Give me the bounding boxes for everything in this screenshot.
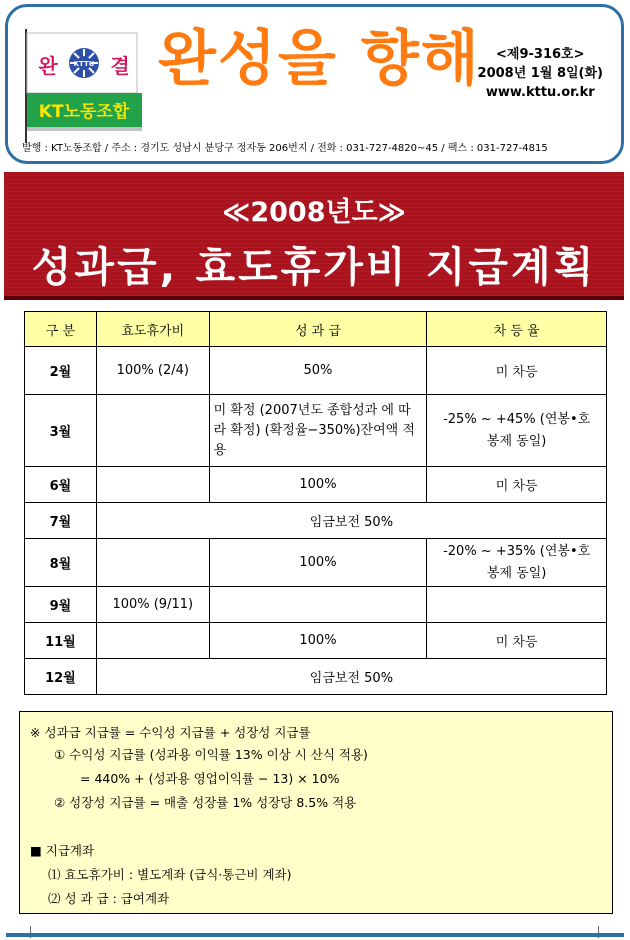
banner-year: ≪2008년도≫: [222, 197, 406, 228]
newsletter-title: 완성을 향해: [158, 24, 481, 94]
cell-hyodo: [96, 539, 209, 587]
note-item1: ① 수익성 지급률 (성과용 이익률 13% 이상 시 산식 적용): [54, 747, 368, 762]
flag-text-right: 결: [110, 54, 130, 78]
publisher-info: 발행 : KT노동조합 / 주소 : 경기도 성남시 분당구 정자동 206번지 / 전화 : 031-727-4820~45 / 팩스 : 031-727-4815: [22, 143, 548, 154]
cell-hyodo: [96, 623, 209, 659]
table-row: [25, 539, 607, 587]
flag-band-text: KT노동조합: [38, 102, 130, 122]
cell-month: 8월: [25, 539, 97, 587]
table-row: [25, 587, 607, 623]
cell-month: 3월: [25, 395, 97, 467]
cell-month: 12월: [25, 659, 97, 695]
masthead: [5, 4, 624, 164]
cell-rate: -25% ~ +45% (연봉•호봉제 동일): [427, 395, 607, 467]
cell-hyodo: [96, 395, 209, 467]
cell-bonus-merged: 임금보전 50%: [96, 659, 606, 695]
table-row: [25, 395, 607, 467]
cell-rate: [427, 587, 607, 623]
banner-headline: 성과급, 효도휴가비 지급계획: [31, 243, 597, 291]
cell-hyodo: 100% (9/11): [96, 587, 209, 623]
cell-bonus: 50%: [209, 347, 427, 395]
bottom-rule: [6, 933, 624, 937]
cell-bonus: 100%: [209, 623, 427, 659]
union-flag-logo: [20, 27, 148, 145]
table-row: [25, 503, 607, 539]
cell-rate: 미 차등: [427, 467, 607, 503]
cell-bonus-merged: 임금보전 50%: [96, 503, 606, 539]
cell-month: 11월: [25, 623, 97, 659]
cell-hyodo: 100% (2/4): [96, 347, 209, 395]
cell-rate: 미 차등: [427, 623, 607, 659]
headline-banner: [4, 172, 624, 300]
note-item1-calc: = 440% + (성과용 영업이익률 − 13) × 10%: [80, 771, 340, 786]
header-bonus: 성 과 급: [209, 312, 427, 347]
cell-month: 9월: [25, 587, 97, 623]
table-header-row: [25, 312, 607, 347]
notes-box: [19, 711, 613, 914]
table-row: [25, 467, 607, 503]
website-link[interactable]: www.kttu.or.kr: [485, 85, 595, 100]
issue-date: 2008년 1월 8일(화): [477, 66, 603, 81]
cell-bonus: 100%: [209, 467, 427, 503]
flag-text-left: 완: [38, 54, 58, 78]
cell-month: 7월: [25, 503, 97, 539]
issue-number: <제9-316호>: [496, 47, 585, 62]
note-account2: ⑵ 성 과 급 : 급여계좌: [48, 891, 170, 906]
note-account1: ⑴ 효도휴가비 : 별도계좌 (급식·통근비 계좌): [48, 867, 292, 882]
cell-month: 6월: [25, 467, 97, 503]
header-category: 구 분: [25, 312, 97, 347]
header-hyodo: 효도휴가비: [96, 312, 209, 347]
payment-plan-table: [24, 311, 607, 695]
flag-badge: KTTU: [73, 60, 95, 68]
cell-bonus: 미 확정 (2007년도 종합성과 에 따라 확정) (확정율−350%)잔여액 적용: [209, 395, 427, 467]
table-row: [25, 623, 607, 659]
note-formula: ※ 성과급 지급률 = 수익성 지급률 + 성장성 지급률: [30, 725, 311, 740]
table-row: [25, 659, 607, 695]
cell-rate: 미 차등: [427, 347, 607, 395]
issue-info: [478, 45, 603, 102]
table-row: [25, 347, 607, 395]
cell-hyodo: [96, 467, 209, 503]
cell-bonus: [209, 587, 427, 623]
cell-rate: -20% ~ +35% (연봉•호봉제 동일): [427, 539, 607, 587]
header-rate: 차 등 율: [427, 312, 607, 347]
cell-month: 2월: [25, 347, 97, 395]
note-item2: ② 성장성 지급률 = 매출 성장률 1% 성장당 8.5% 적용: [54, 795, 357, 810]
cell-bonus: 100%: [209, 539, 427, 587]
note-account-title: ■ 지급계좌: [30, 843, 95, 858]
